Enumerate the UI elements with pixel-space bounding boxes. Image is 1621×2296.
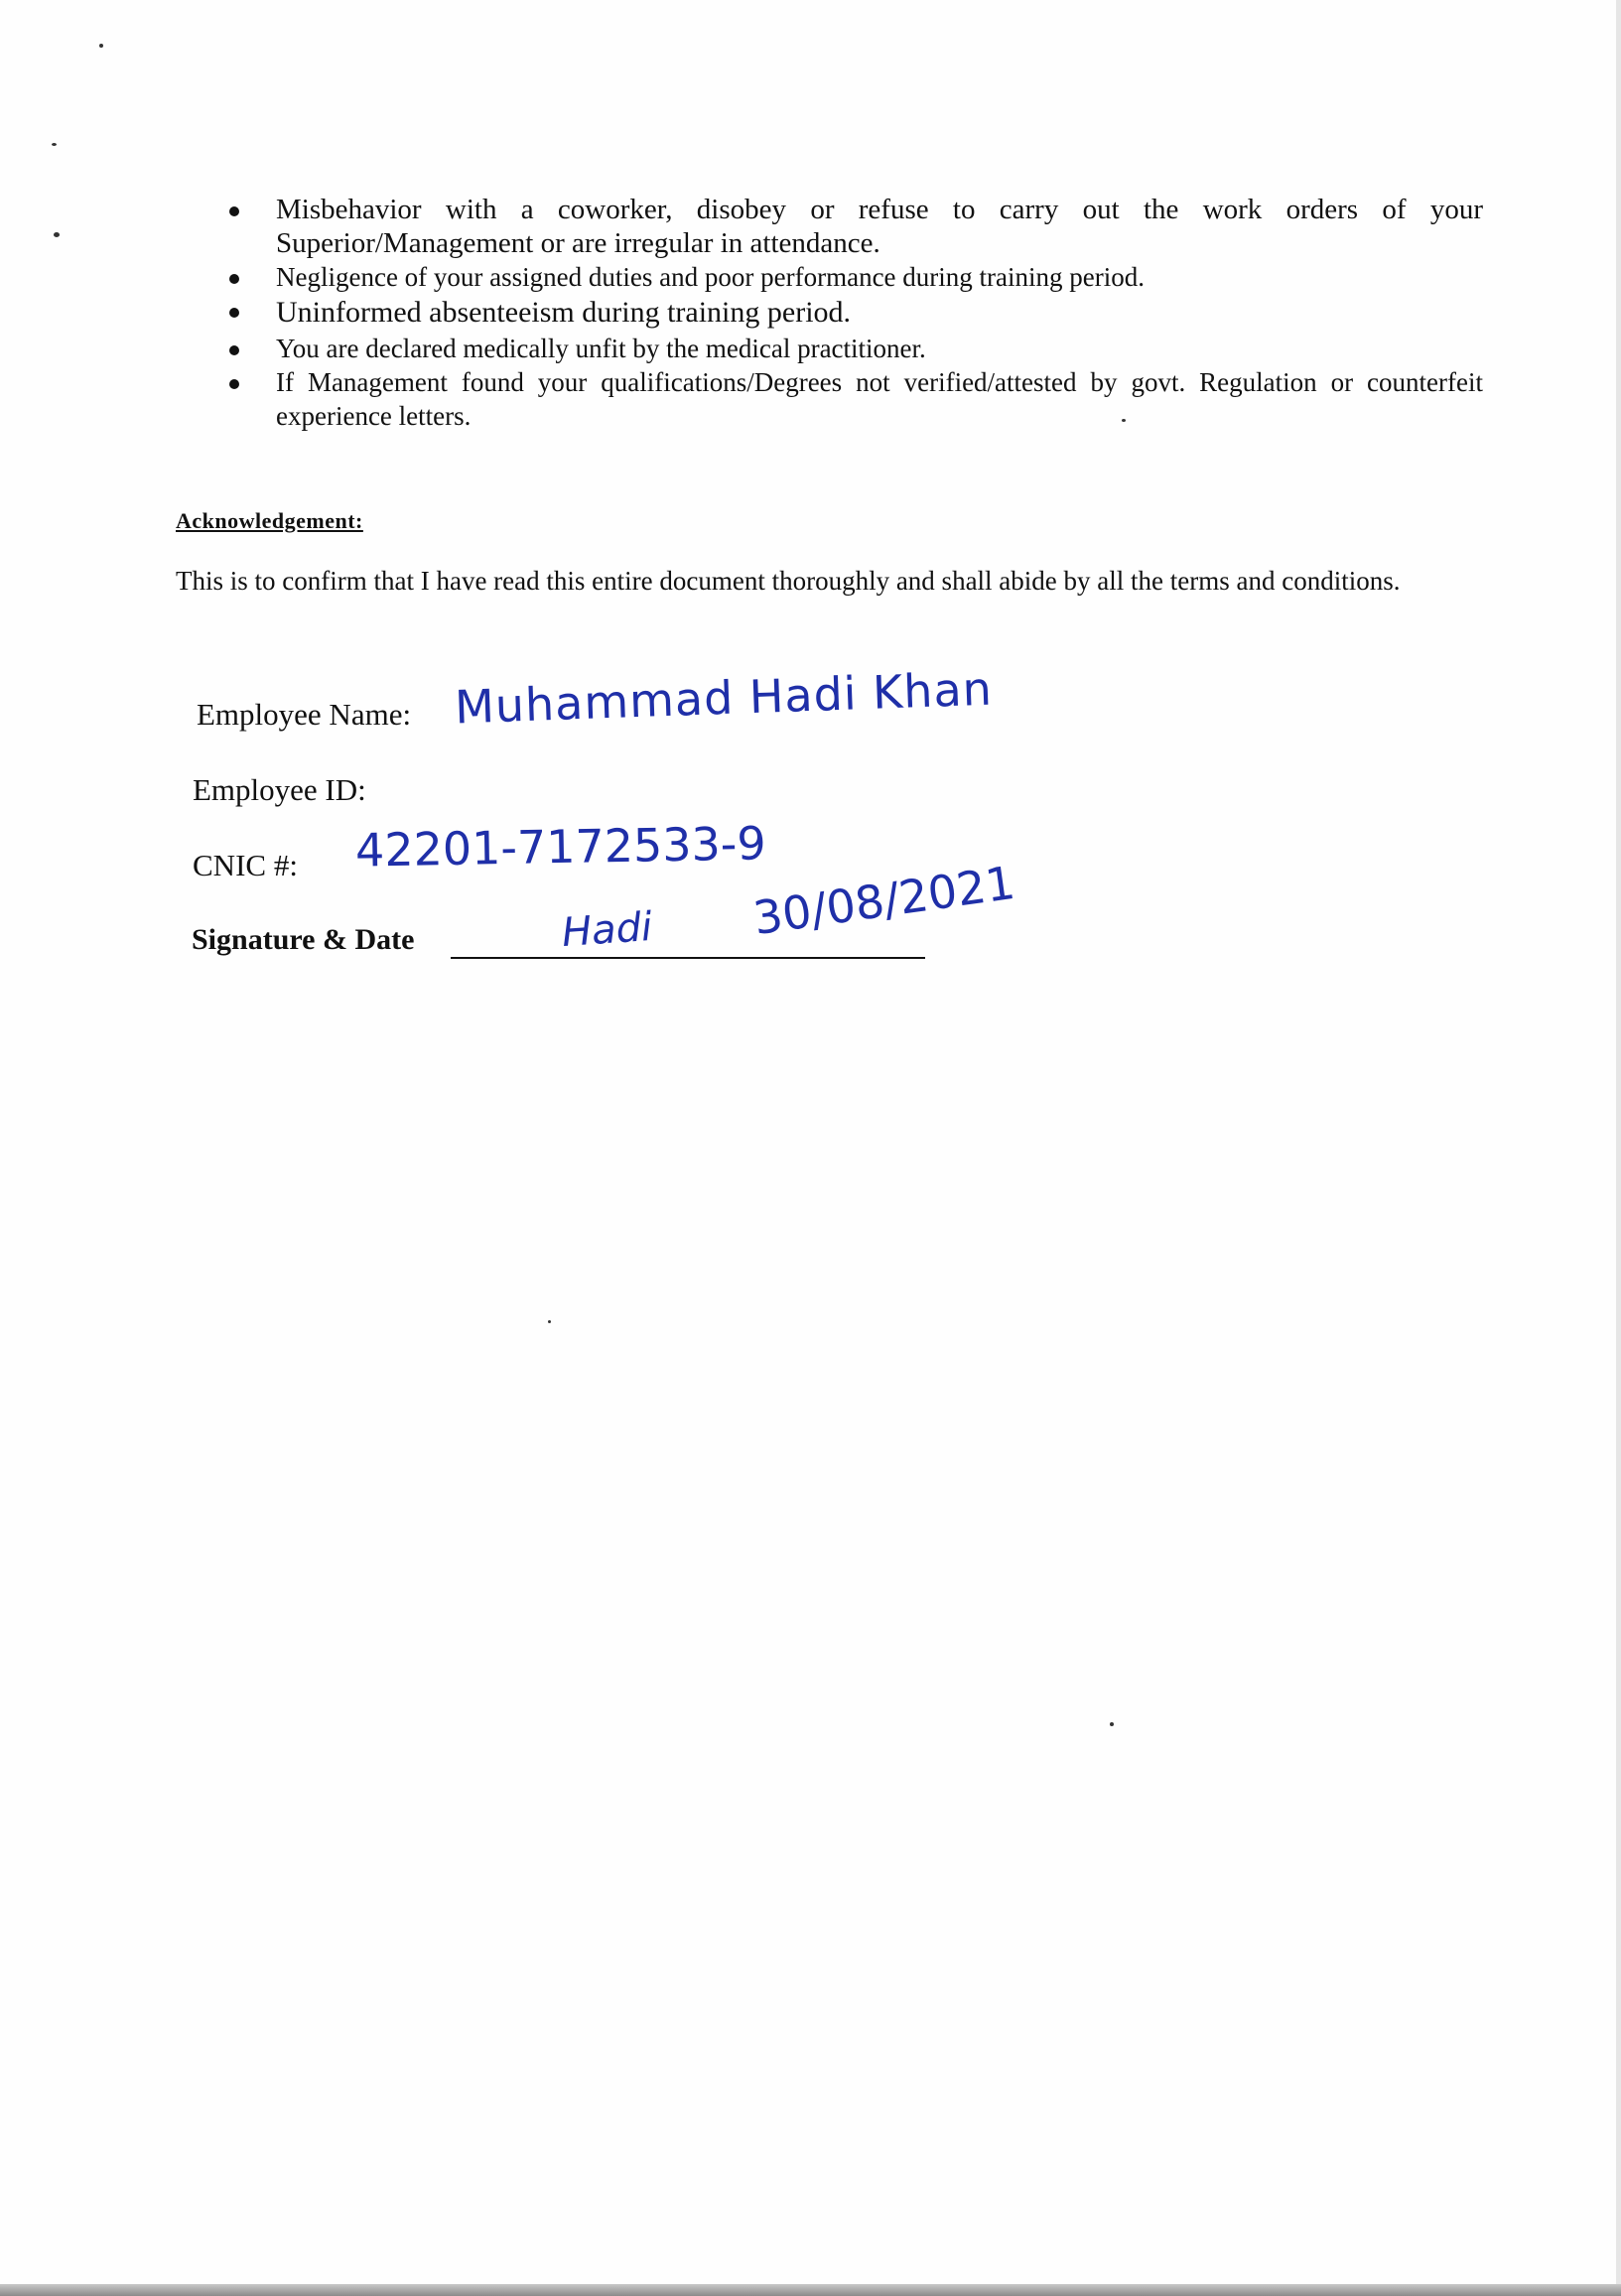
- scan-speck: [52, 143, 57, 146]
- condition-item: If Management found your qualifications/Degrees not verified/attested by govt. Regulation or counterfeit experience letters.: [226, 365, 1483, 433]
- scan-speck: [54, 232, 60, 237]
- signature-date-label: Signature & Date: [192, 923, 415, 956]
- employee-name-label: Employee Name:: [197, 697, 412, 732]
- signature-date-value: 30/08/2021: [749, 855, 1018, 946]
- scan-speck: [1110, 1722, 1114, 1726]
- signature-line: [451, 957, 925, 959]
- scan-right-edge: [1616, 0, 1621, 2296]
- cnic-label: CNIC #:: [193, 848, 298, 882]
- condition-item: Negligence of your assigned duties and poor performance during training period.: [226, 260, 1483, 294]
- acknowledgement-heading: Acknowledgement:: [176, 508, 363, 533]
- scan-speck: [99, 44, 103, 48]
- signature-mark: Hadi: [560, 903, 654, 957]
- employee-name-value: Muhammad Hadi Khan: [454, 661, 994, 735]
- condition-item: Misbehavior with a coworker, disobey or refuse to carry out the work orders of your Superior/Management or are irregular in attendance.: [226, 193, 1483, 260]
- acknowledgement-text: This is to confirm that I have read this entire document thoroughly and shall abide by all the terms and conditions.: [176, 566, 1401, 596]
- scan-bottom-edge: [0, 2284, 1621, 2296]
- scan-speck: [548, 1320, 551, 1323]
- condition-item: Uninformed absenteeism during training period.: [226, 294, 1483, 332]
- cnic-value: 42201-7172533-9: [354, 816, 767, 878]
- termination-conditions-list: [226, 193, 1483, 433]
- employee-id-label: Employee ID:: [193, 772, 366, 807]
- condition-item: You are declared medically unfit by the medical practitioner.: [226, 332, 1483, 365]
